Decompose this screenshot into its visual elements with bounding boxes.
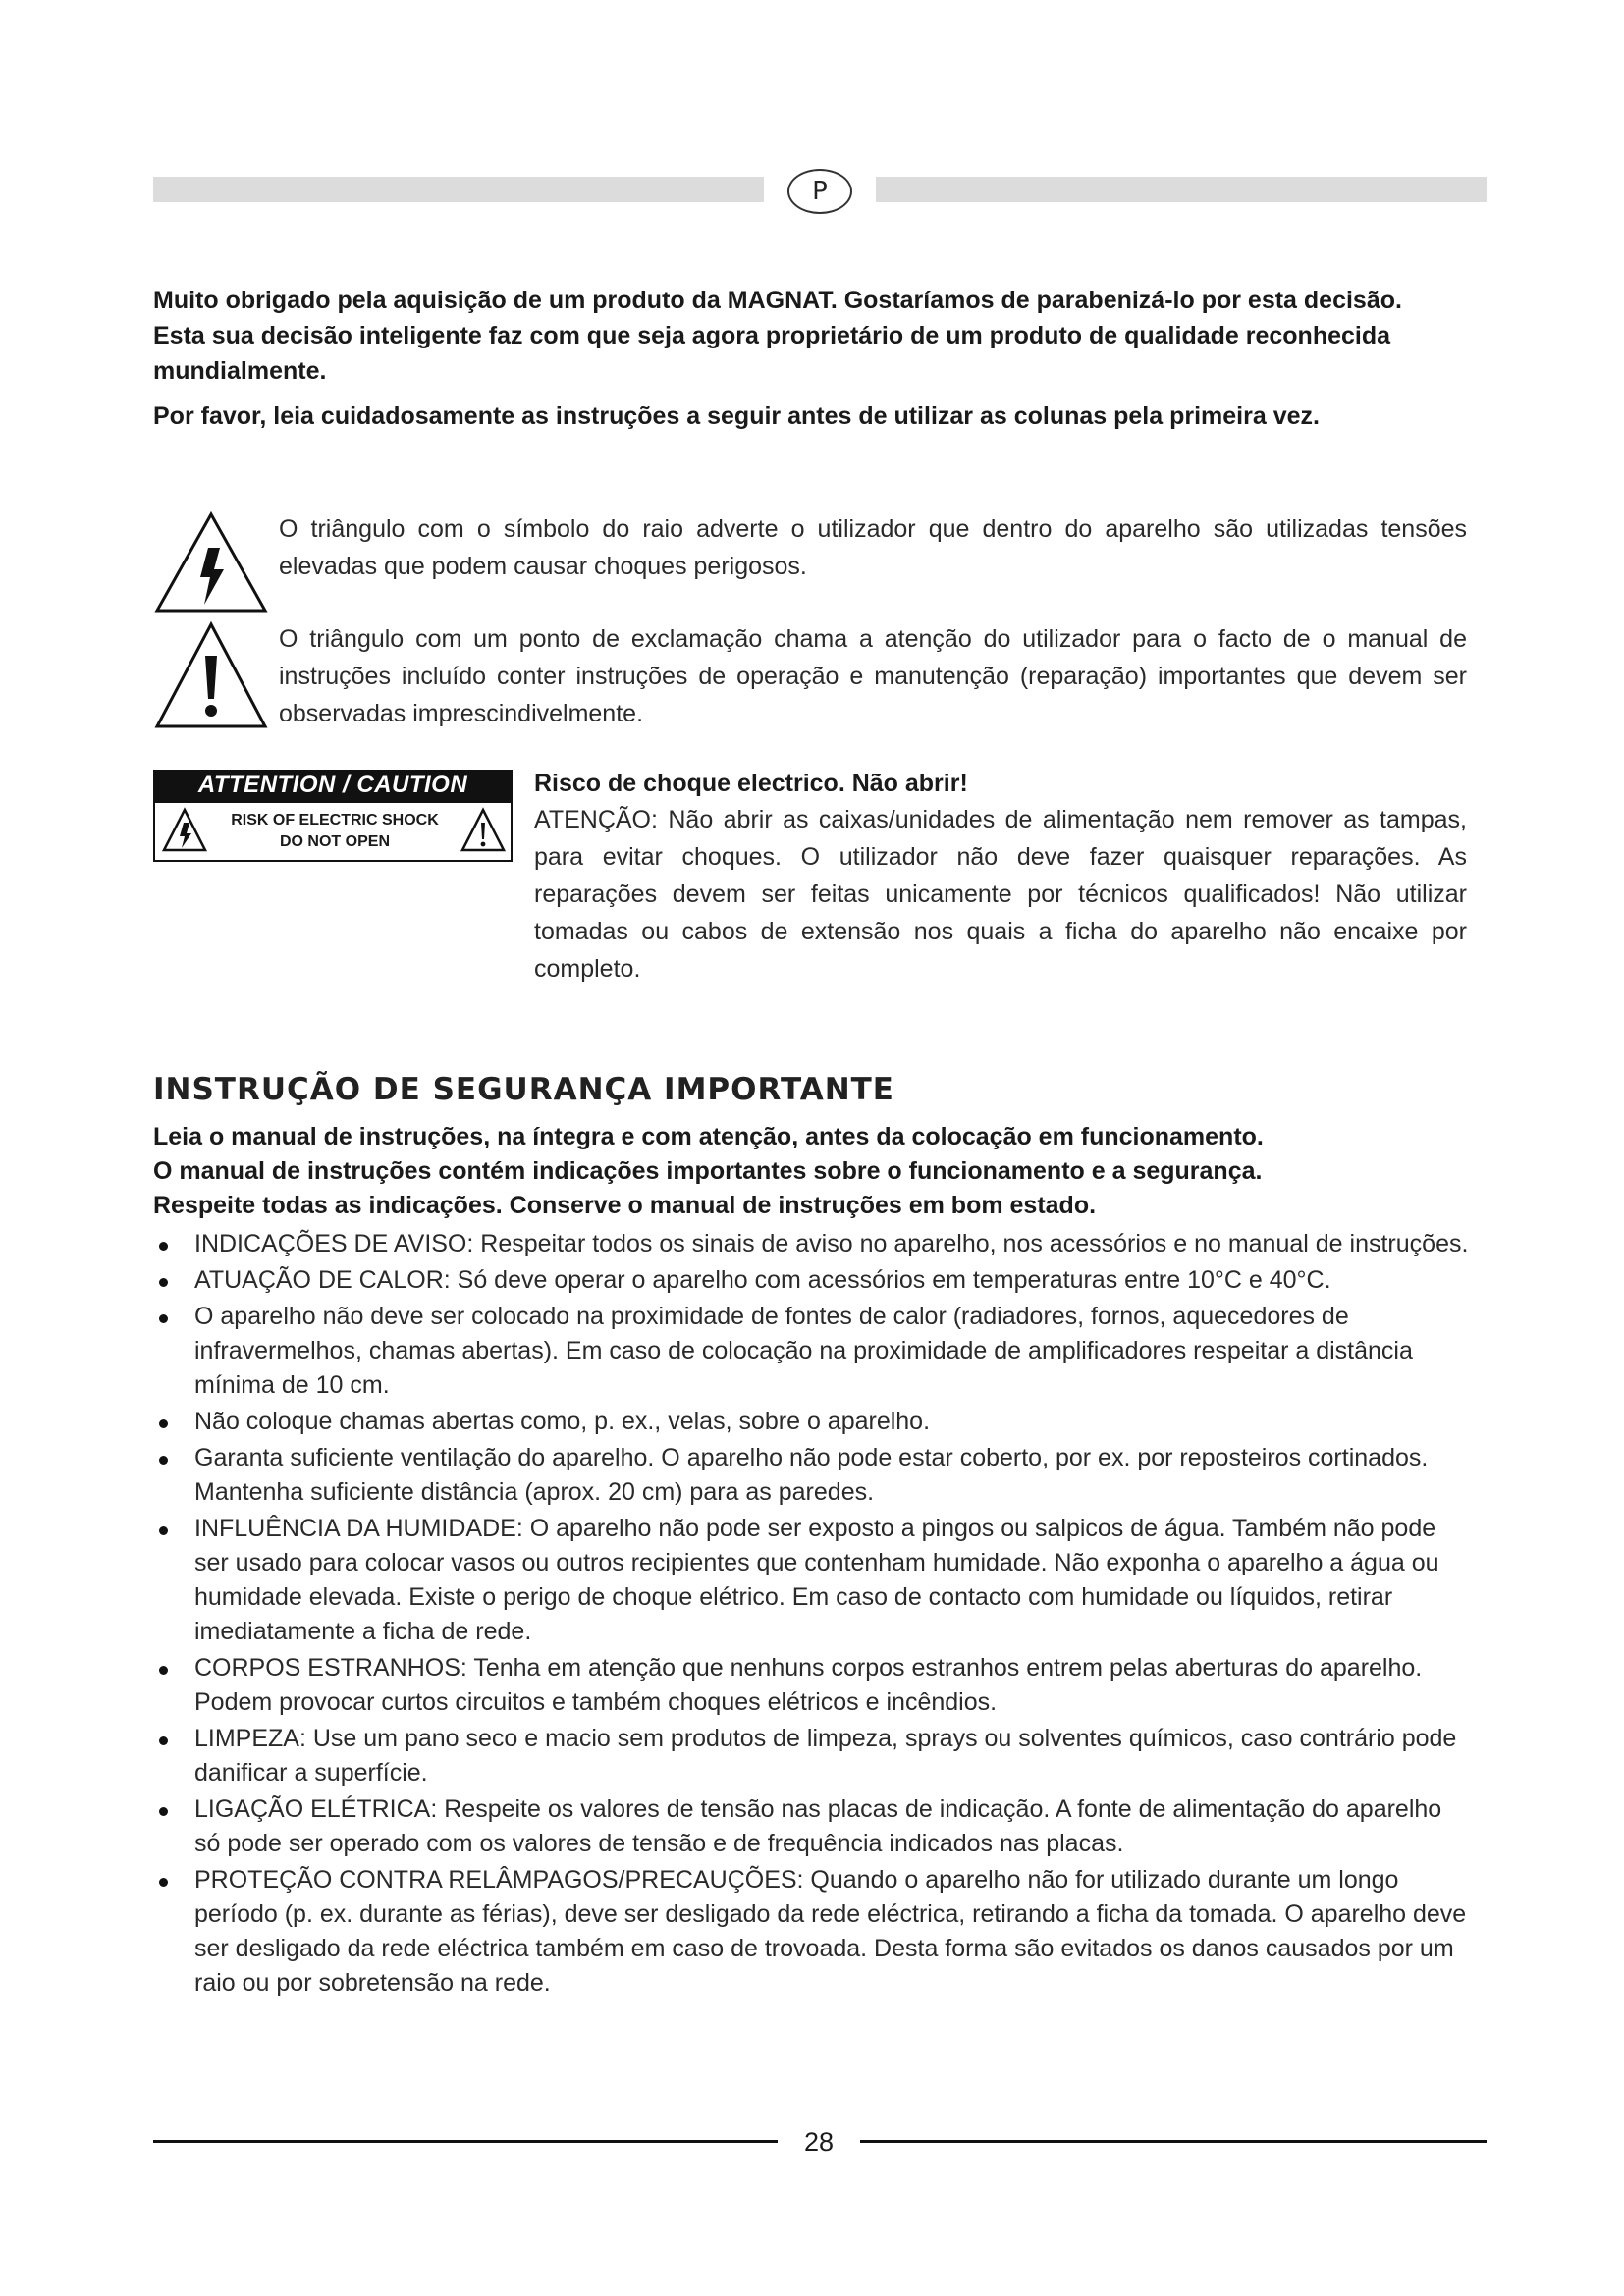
safety-bullet — [153, 1722, 1469, 1790]
header-bar-left — [153, 177, 764, 202]
safety-bullet-list — [153, 1227, 1469, 2002]
exclamation-warning-icon — [153, 620, 269, 735]
bullet-dot-icon — [159, 1666, 168, 1675]
safety-bullet-text: LIGAÇÃO ELÉTRICA: Respeite os valores de tensão nas placas de indicação. A fonte de alimentação do aparelho só pode ser operado com os valores de tensão e de frequência indicados nas placas. — [194, 1795, 1442, 1857]
header-bar-right — [876, 177, 1487, 202]
caution-label-head: ATTENTION / CAUTION — [153, 770, 513, 801]
bullet-dot-icon — [159, 1878, 168, 1887]
safety-bullet-text: Não coloque chamas abertas como, p. ex., velas, sobre o aparelho. — [194, 1408, 931, 1435]
caution-body: ATENÇÃO: Não abrir as caixas/unidades de alimentação nem remover as tampas, para evitar choques. O utilizador não deve fazer quaisquer reparações. As reparações devem ser feitas unicamente por técnicos qualificados! Não utilizar tomadas ou cabos de extensão nos quais a ficha do aparelho não encaixe por completo. — [534, 806, 1467, 983]
safety-bullet-text: LIMPEZA: Use um pano seco e macio sem produtos de limpeza, sprays ou solventes químicos, caso contrário pode danificar a superfície. — [194, 1725, 1457, 1787]
intro-paragraph-2: Por favor, leia cuidadosamente as instruções a seguir antes de utilizar as colunas pela primeira vez. — [153, 402, 1320, 430]
caution-label-body — [153, 801, 513, 862]
warning-lightning-text: O triângulo com o símbolo do raio adverte o utilizador que dentro do aparelho são utilizadas tensões elevadas que podem causar choques perigosos. — [279, 515, 1467, 580]
safety-intro-line-1: Leia o manual de instruções, na íntegra e com atenção, antes da colocação em funcionamento. — [153, 1123, 1264, 1150]
lightning-triangle-icon — [161, 807, 208, 859]
safety-bullet — [153, 1405, 1469, 1439]
caution-label — [153, 770, 513, 864]
footer-rule-left — [153, 2140, 778, 2143]
safety-bullet-text: PROTEÇÃO CONTRA RELÂMPAGOS/PRECAUÇÕES: Quando o aparelho não for utilizado durante um longo período (p. ex. durante as férias), deve ser desligado da rede eléctrica, retirando a ficha da tomada. O aparelho deve ser desligado da rede eléctrica também em caso de trovoada. Desta forma são evitados os danos causados por um raio ou por sobretensão na rede. — [194, 1866, 1467, 1997]
safety-bullet-text: INFLUÊNCIA DA HUMIDADE: O aparelho não pode ser exposto a pingos ou salpicos de água. Também não pode ser usado para colocar vasos ou outros recipientes que contenham humidade. Não exponha o aparelho a água ou humidade elevada. Existe o perigo de choque elétrico. Em caso de contacto com humidade ou líquidos, retirar imediatamente a ficha de rede. — [194, 1515, 1439, 1645]
page-number: 28 — [803, 2127, 835, 2157]
caution-label-line-2: DO NOT OPEN — [279, 833, 390, 850]
caution-label-line-1: RISK OF ELECTRIC SHOCK — [231, 812, 439, 828]
caution-title: Risco de choque electrico. Não abrir! — [534, 770, 968, 797]
language-badge: P — [787, 169, 852, 214]
safety-bullet — [153, 1300, 1469, 1403]
bullet-dot-icon — [159, 1807, 168, 1816]
bullet-dot-icon — [159, 1456, 168, 1465]
caution-text — [534, 766, 1467, 988]
safety-bullet-text: Garanta suficiente ventilação do aparelho. O aparelho não pode estar coberto, por ex. por reposteiros cortinados. Mantenha suficiente distância (aprox. 20 cm) para as paredes. — [194, 1444, 1429, 1506]
safety-bullet — [153, 1512, 1469, 1649]
bullet-dot-icon — [159, 1419, 168, 1428]
safety-bullet-text: O aparelho não deve ser colocado na proximidade de fontes de calor (radiadores, fornos, aquecedores de infravermelhos, chamas abertas). Em caso de colocação na proximidade de amplificadores respeitar a distância mínima de 10 cm. — [194, 1303, 1413, 1399]
footer-rule-right — [860, 2140, 1487, 2143]
safety-bullet — [153, 1651, 1469, 1720]
intro-paragraph-1: Muito obrigado pela aquisição de um produto da MAGNAT. Gostaríamos de parabenizá-lo por esta decisão. Esta sua decisão inteligente faz com que seja agora proprietário de um produto de qualidade reconhecida mundialmente. — [153, 287, 1402, 385]
page-footer — [153, 2120, 1487, 2163]
language-header-bar — [153, 173, 1487, 206]
safety-intro-line-3: Respeite todas as indicações. Conserve o manual de instruções em bom estado. — [153, 1192, 1097, 1219]
bullet-dot-icon — [159, 1242, 168, 1251]
safety-bullet-text: CORPOS ESTRANHOS: Tenha em atenção que nenhuns corpos estranhos entrem pelas aberturas do aparelho. Podem provocar curtos circuitos e também choques elétricos e incêndios. — [194, 1654, 1423, 1716]
safety-intro-line-2: O manual de instruções contém indicações importantes sobre o funcionamento e a segurança. — [153, 1157, 1263, 1185]
bullet-dot-icon — [159, 1278, 168, 1287]
safety-bullet-text: ATUAÇÃO DE CALOR: Só deve operar o aparelho com acessórios em temperaturas entre 10°C e 40°C. — [194, 1266, 1331, 1294]
safety-bullet — [153, 1441, 1469, 1510]
safety-bullet — [153, 1863, 1469, 2001]
safety-bullet — [153, 1227, 1469, 1261]
safety-section-title: INSTRUÇÃO DE SEGURANÇA IMPORTANTE — [153, 1072, 894, 1107]
lightning-warning-icon — [153, 510, 269, 619]
safety-intro — [153, 1120, 1449, 1223]
warning-exclamation-text: O triângulo com um ponto de exclamação chama a atenção do utilizador para o facto de o manual de instruções incluído conter instruções de operação e manutenção (reparação) importantes que devem ser observadas imprescindivelmente. — [279, 625, 1467, 727]
bullet-dot-icon — [159, 1314, 168, 1323]
safety-bullet-text: INDICAÇÕES DE AVISO: Respeitar todos os sinais de aviso no aparelho, nos acessórios e no manual de instruções. — [194, 1230, 1469, 1257]
safety-bullet — [153, 1792, 1469, 1861]
intro-section — [153, 283, 1449, 444]
safety-bullet — [153, 1263, 1469, 1298]
bullet-dot-icon — [159, 1736, 168, 1745]
exclamation-triangle-icon — [460, 807, 507, 859]
bullet-dot-icon — [159, 1526, 168, 1535]
